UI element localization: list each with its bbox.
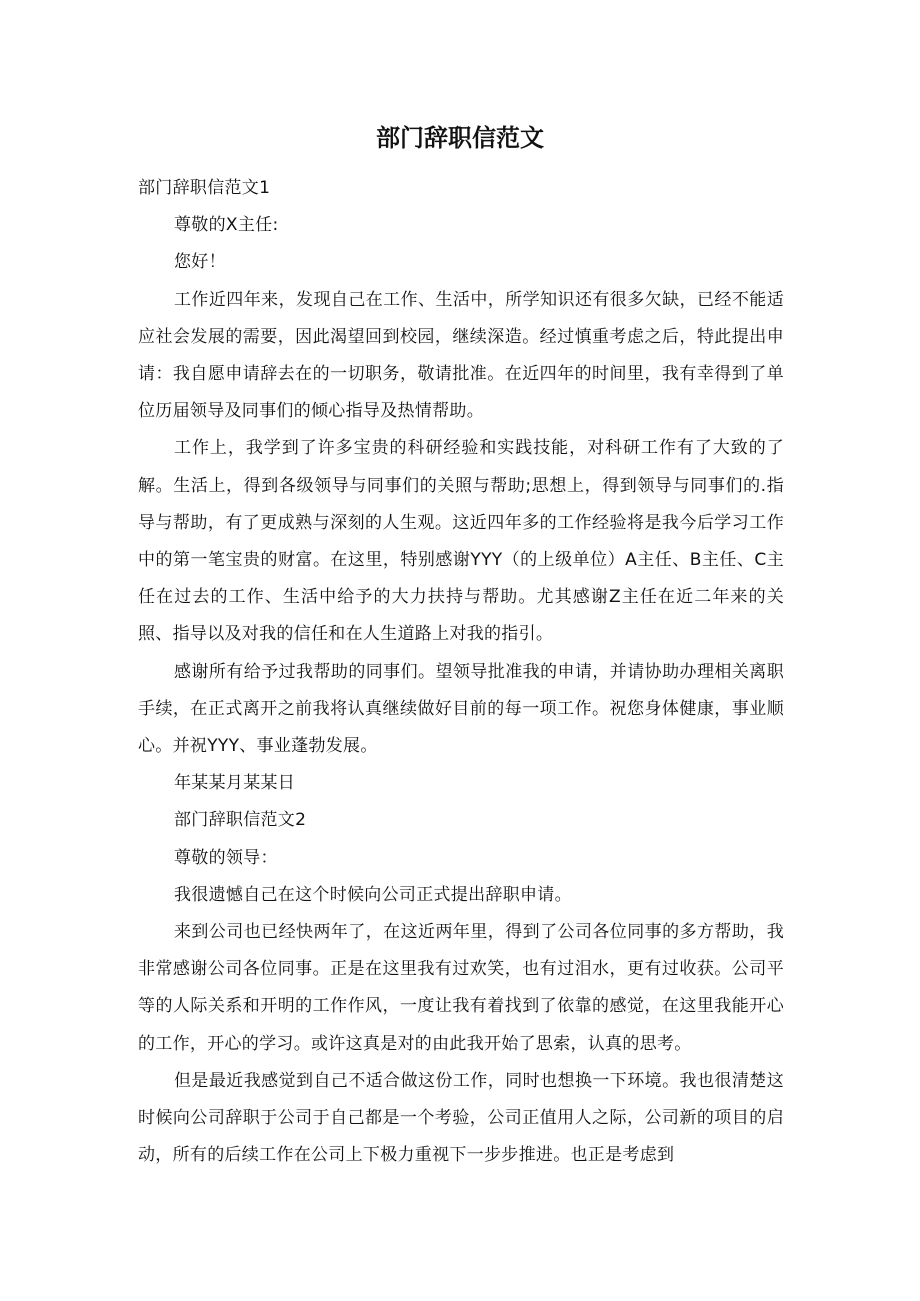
greeting: 您好！ [174, 252, 226, 273]
document-body [138, 170, 784, 1174]
body-paragraph: 感谢所有给予过我帮助的同事们。望领导批准我的申请，并请协助办理相关离职手续，在正式离开之前我将认真继续做好目前的每一项工作。祝您身体健康，事业顺心。并祝YYY、事业蓬勃发展。 [138, 661, 784, 757]
body-paragraph: 但是最近我感觉到自己不适合做这份工作，同时也想换一下环境。我也很清楚这时候向公司辞职于公司于自己都是一个考验，公司正值用人之际，公司新的项目的启动，所有的后续工作在公司上下极力重视下一步步推进。也正是考虑到 [138, 1070, 784, 1166]
salutation-2: 尊敬的领导： [174, 847, 278, 868]
salutation-1: 尊敬的X主任: [174, 215, 279, 236]
section-heading-1: 部门辞职信范文1 [138, 178, 271, 198]
body-paragraph: 工作上，我学到了许多宝贵的科研经验和实践技能，对科研工作有了大致的了解。生活上，得到各级领导与同事们的关照与帮助;思想上，得到领导与同事们的.指导与帮助，有了更成熟与深刻的人生观。这近四年多的工作经验将是我今后学习工作中的第一笔宝贵的财富。在这里，特别感谢YYY（的上级单位）A主任、B主任、C主任在过去的工作、生活中给予的大力扶持与帮助。尤其感谢Z主任在近二年来的关照、指导以及对我的信任和在人生道路上对我的指引。 [138, 438, 784, 645]
body-paragraph: 来到公司也已经快两年了，在这近两年里，得到了公司各位同事的多方帮助，我非常感谢公司各位同事。正是在这里我有过欢笑，也有过泪水，更有过收获。公司平等的人际关系和开明的工作作风，一度让我有着找到了依靠的感觉，在这里我能开心的工作，开心的学习。或许这真是对的由此我开始了思索，认真的思考。 [138, 922, 784, 1054]
date-line: 年某某月某某日 [174, 773, 296, 794]
section-heading-2: 部门辞职信范文2 [174, 810, 307, 831]
body-paragraph: 我很遗憾自己在这个时候向公司正式提出辞职申请。 [174, 884, 572, 905]
body-paragraph: 工作近四年来，发现自己在工作、生活中，所学知识还有很多欠缺，已经不能适应社会发展的需要，因此渴望回到校园，继续深造。经过慎重考虑之后，特此提出申请：我自愿申请辞去在的一切职务，敬请批准。在近四年的时间里，我有幸得到了单位历届领导及同事们的倾心指导及热情帮助。 [138, 289, 784, 422]
document-title: 部门辞职信范文 [376, 124, 544, 152]
